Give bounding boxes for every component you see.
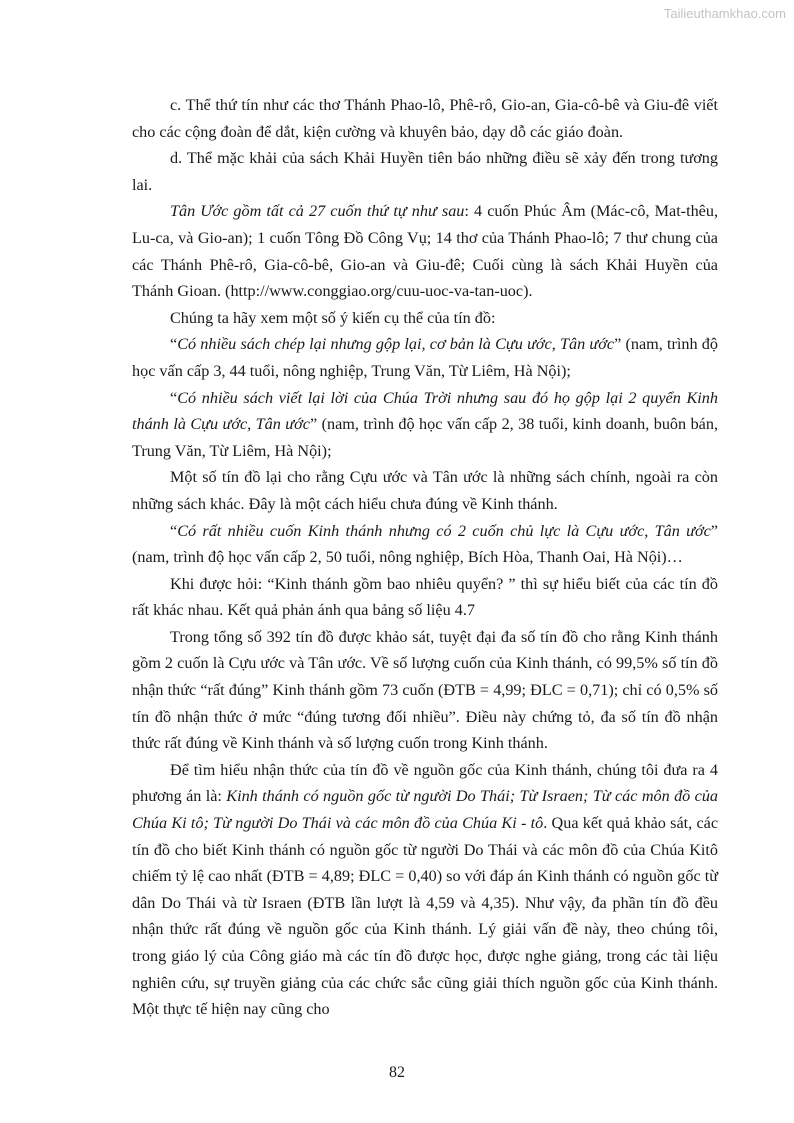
paragraph: Để tìm hiểu nhận thức của tín đồ về nguồn gốc của Kinh thánh, chúng tôi đưa ra 4 phương án là: Kinh thánh có nguồn gốc từ người Do Thái; Từ Israen; Từ các môn đồ của Chúa Ki tô; Từ người Do Thái và các môn đồ của Chúa Ki - tô. Qua kết quả khảo sát, các tín đồ cho biết Kinh thánh có nguồn gốc từ người Do Thái và các môn đồ của Chúa Kitô chiếm tỷ lệ cao nhất (ĐTB = 4,89; ĐLC = 0,40) so với đáp án Kinh thánh có nguồn gốc từ dân Do Thái và từ Israen (ĐTB lần lượt là 4,59 và 4,35). Như vậy, đa phần tín đồ đều nhận thức rất đúng về nguồn gốc của Kinh thánh. Lý giải vấn đề này, theo chúng tôi, trong giáo lý của Công giáo mà các tín đồ được học, được nghe giảng, trong các tài liệu nghiên cứu, sự truyền giảng của các chức sắc cũng giải thích nguồn gốc của Kinh thánh. Một thực tế hiện nay cũng cho [132, 760, 719, 1019]
paragraph: d. Thể mặc khải của sách Khải Huyền tiên báo những điều sẽ xảy đến trong tương lai. [132, 149, 718, 194]
paragraph: c. Thể thứ tín như các thơ Thánh Phao-lô, Phê-rô, Gio-an, Gia-cô-bê và Giu-đê viết cho các cộng đoàn để dắt, kiện cường và khuyên bảo, dạy dỗ các giáo đoàn. [132, 96, 718, 141]
paragraph: Khi được hỏi: “Kinh thánh gồm bao nhiêu quyển? ” thì sự hiểu biết của các tín đồ rất khác nhau. Kết quả phản ánh qua bảng số liệu 4.7 [132, 574, 718, 620]
paragraph: Tân Ước gồm tất cả 27 cuốn thứ tự như sau: 4 cuốn Phúc Âm (Mác-cô, Mat-thêu, Lu-ca, và Gio-an); 1 cuốn Tông Đồ Công Vụ; 14 thơ của Thánh Phao-lô; 7 thư chung của các Thánh Phê-rô, Gia-cô-bê, Gio-an và Giu-đê; Cuối cùng là sách Khải Huyền của Thánh Gioan. (http://www.conggiao.org/cuu-uoc-va-tan-uoc). [132, 202, 718, 301]
paragraph: Một số tín đồ lại cho rằng Cựu ước và Tân ước là những sách chính, ngoài ra còn những sách khác. Đây là một cách hiểu chưa đúng về Kinh thánh. [132, 468, 718, 513]
watermark: Tailieuthamkhao.com [663, 6, 786, 21]
page-number: 82 [389, 1064, 405, 1081]
paragraph: Chúng ta hãy xem một số ý kiến cụ thể của tín đồ: [170, 308, 496, 327]
document-body [132, 92, 718, 1023]
quote-paragraph: “Có rất nhiều cuốn Kinh thánh nhưng có 2 cuốn chủ lực là Cựu ước, Tân ước” (nam, trình độ học vấn cấp 2, 50 tuổi, nông nghiệp, Bích Hòa, Thanh Oai, Hà Nội)… [132, 521, 718, 567]
paragraph: Trong tổng số 392 tín đồ được khảo sát, tuyệt đại đa số tín đồ cho rằng Kinh thánh gồm 2 cuốn là Cựu ước và Tân ước. Về số lượng cuốn của Kinh thánh, có 99,5% số tín đồ nhận thức “rất đúng” Kinh thánh gồm 73 cuốn (ĐTB = 4,99; ĐLC = 0,71); chỉ có 0,5% số tín đồ nhận thức ở mức “đúng tương đối nhiều”. Điều này chứng tỏ, đa số tín đồ nhận thức rất đúng về Kinh thánh và số lượng cuốn trong Kinh thánh. [132, 627, 718, 753]
quote-paragraph: “Có nhiều sách chép lại nhưng gộp lại, cơ bản là Cựu ước, Tân ước” (nam, trình độ học vấn cấp 3, 44 tuổi, nông nghiệp, Trung Văn, Từ Liêm, Hà Nội); [132, 335, 718, 380]
quote-paragraph: “Có nhiều sách viết lại lời của Chúa Trời nhưng sau đó họ gộp lại 2 quyển Kinh thánh là Cựu ước, Tân ước” (nam, trình độ học vấn cấp 2, 38 tuổi, kinh doanh, buôn bán, Trung Văn, Từ Liêm, Hà Nội); [132, 388, 718, 460]
